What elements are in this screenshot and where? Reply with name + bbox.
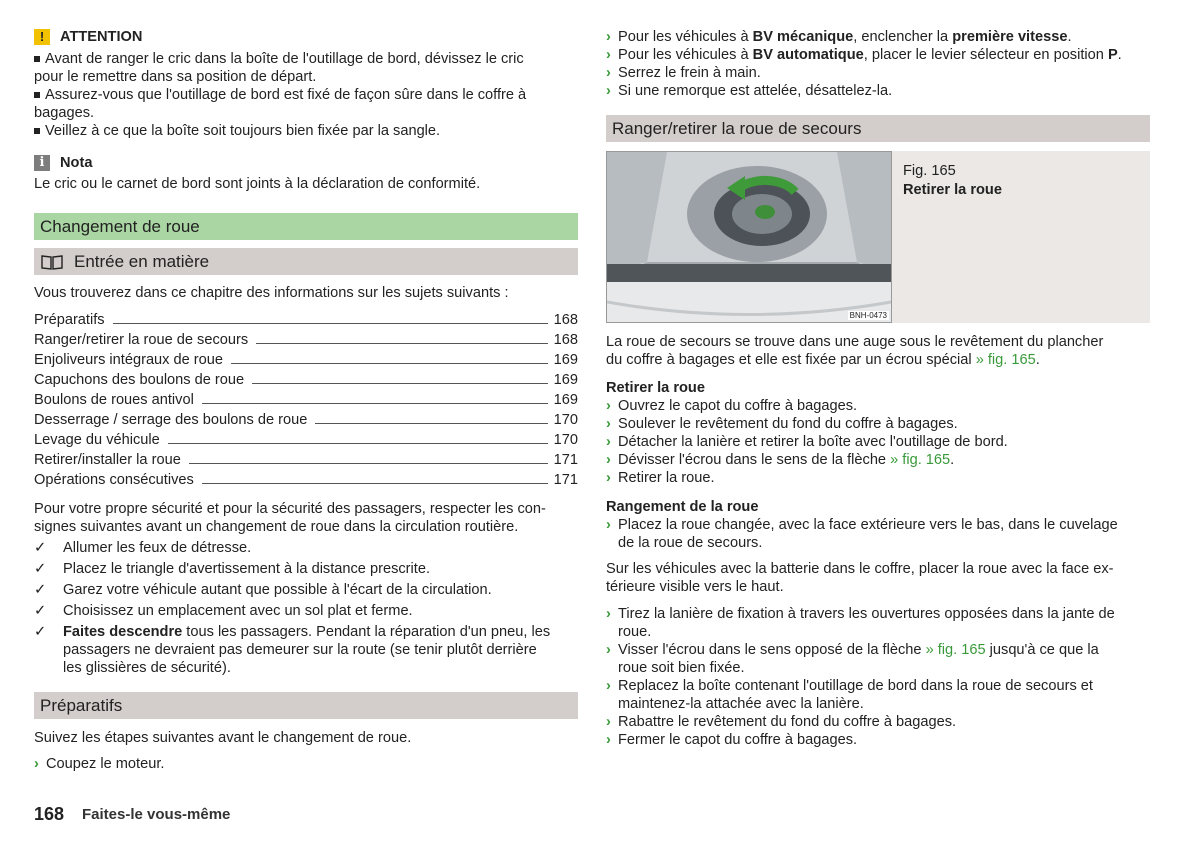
remove-step: › Soulever le revêtement du fond du coffre à bagages. bbox=[606, 416, 958, 432]
attention-item-cont: bagages. bbox=[34, 105, 95, 121]
toc-entry[interactable] bbox=[34, 308, 578, 328]
remove-step: › Détacher la lanière et retirer la boîte avec l'outillage de bord. bbox=[606, 434, 1008, 450]
checklist-item-cont: les glissières de sécurité). bbox=[63, 660, 231, 676]
figure-link[interactable]: » fig. 165 bbox=[975, 352, 1036, 368]
checklist-item: Faites descendre tous les passagers. Pendant la réparation d'un pneu, les bbox=[63, 624, 551, 640]
toc-title: Levage du véhicule bbox=[34, 432, 160, 448]
checklist-item: Allumer les feux de détresse. bbox=[63, 540, 252, 556]
toc-title: Préparatifs bbox=[34, 312, 105, 328]
battery-text-cont: térieure visible vers le haut. bbox=[606, 579, 784, 595]
final-step: › Fermer le capot du coffre à bagages. bbox=[606, 732, 858, 748]
spare-wheel-illustration bbox=[606, 151, 892, 323]
toc-page: 170 bbox=[553, 432, 578, 448]
toc-page: 171 bbox=[553, 472, 578, 488]
final-step: › Visser l'écrou dans le sens opposé de la flèche » fig. 165 jusqu'à ce que la bbox=[606, 642, 1099, 658]
checkmark-icon: ✓ bbox=[34, 561, 47, 577]
final-step-cont: roue soit bien fixée. bbox=[618, 660, 745, 676]
toc-entry[interactable] bbox=[34, 428, 578, 448]
prep-text: Suivez les étapes suivantes avant le changement de roue. bbox=[34, 730, 412, 746]
battery-text: Sur les véhicules avec la batterie dans le coffre, placer la roue avec la face ex- bbox=[606, 561, 1114, 577]
remove-step: › Retirer la roue. bbox=[606, 470, 715, 486]
figure-code: BNH-0473 bbox=[849, 311, 887, 320]
book-icon bbox=[40, 254, 64, 270]
nota-text: Le cric ou le carnet de bord sont joints à la déclaration de conformité. bbox=[34, 176, 481, 192]
toc-leader bbox=[113, 323, 548, 324]
checkmark-icon: ✓ bbox=[34, 624, 47, 640]
toc-title: Retirer/installer la roue bbox=[34, 452, 181, 468]
square-bullet-icon bbox=[34, 92, 40, 98]
toc-entry[interactable] bbox=[34, 368, 578, 388]
intro-heading: Entrée en matière bbox=[34, 248, 578, 275]
arrow-bullet-icon: › bbox=[606, 606, 611, 622]
checkmark-icon: ✓ bbox=[34, 582, 47, 598]
final-step: › Tirez la lanière de fixation à travers les ouvertures opposées dans la jante de bbox=[606, 606, 1115, 622]
toc-page: 169 bbox=[553, 392, 578, 408]
final-step-cont: roue. bbox=[618, 624, 652, 640]
arrow-bullet-icon: › bbox=[606, 65, 611, 81]
remove-heading: Retirer la roue bbox=[606, 380, 705, 396]
toc-title: Ranger/retirer la roue de secours bbox=[34, 332, 249, 348]
arrow-bullet-icon: › bbox=[606, 434, 611, 450]
intro-text: Vous trouverez dans ce chapitre des informations sur les sujets suivants : bbox=[34, 285, 509, 301]
arrow-bullet-icon: › bbox=[606, 642, 611, 658]
attention-item: Veillez à ce que la boîte soit toujours bien fixée par la sangle. bbox=[34, 122, 578, 140]
toc-title: Desserrage / serrage des boulons de roue bbox=[34, 412, 308, 428]
arrow-bullet-icon: › bbox=[34, 756, 39, 772]
desc-text: La roue de secours se trouve dans une auge sous le revêtement du plancher bbox=[606, 334, 1104, 350]
toc-page: 169 bbox=[553, 372, 578, 388]
arrow-bullet-icon: › bbox=[606, 83, 611, 99]
arrow-bullet-icon: › bbox=[606, 47, 611, 63]
step-item: › Pour les véhicules à BV mécanique, enclencher la première vitesse. bbox=[606, 29, 1072, 45]
toc-leader bbox=[315, 423, 547, 424]
checklist-item: Garez votre véhicule autant que possible à l'écart de la circulation. bbox=[63, 582, 492, 598]
toc-leader bbox=[202, 483, 548, 484]
toc-page: 169 bbox=[553, 352, 578, 368]
toc-entry[interactable] bbox=[34, 328, 578, 348]
remove-step: › Ouvrez le capot du coffre à bagages. bbox=[606, 398, 858, 414]
checkmark-icon: ✓ bbox=[34, 540, 47, 556]
toc-entry[interactable] bbox=[34, 388, 578, 408]
chapter-title: Faites-le vous-même bbox=[82, 806, 231, 823]
arrow-bullet-icon: › bbox=[606, 416, 611, 432]
safety-text-cont: signes suivantes avant un changement de roue dans la circulation routière. bbox=[34, 519, 519, 535]
prep-heading: Préparatifs bbox=[34, 692, 578, 719]
arrow-bullet-icon: › bbox=[606, 470, 611, 486]
toc-leader bbox=[252, 383, 547, 384]
safety-text: Pour votre propre sécurité et pour la sécurité des passagers, respecter les con- bbox=[34, 501, 546, 517]
checklist-item: Choisissez un emplacement avec un sol plat et ferme. bbox=[63, 603, 413, 619]
checklist-item-cont: passagers ne devraient pas demeurer sur la route (se tenir plutôt derrière bbox=[63, 642, 537, 658]
store-step: › Placez la roue changée, avec la face extérieure vers le bas, dans le cuvelage bbox=[606, 517, 1118, 533]
square-bullet-icon bbox=[34, 128, 40, 134]
toc-entry[interactable] bbox=[34, 448, 578, 468]
toc-page: 171 bbox=[553, 452, 578, 468]
step-item: › Serrez le frein à main. bbox=[606, 65, 761, 81]
spare-wheel-heading: Ranger/retirer la roue de secours bbox=[606, 115, 1150, 142]
warning-icon: ! bbox=[34, 29, 50, 45]
toc-page: 168 bbox=[553, 332, 578, 348]
page-number: 168 bbox=[34, 804, 65, 824]
attention-item: Assurez-vous que l'outillage de bord est fixé de façon sûre dans le coffre à bbox=[34, 86, 578, 104]
toc-leader bbox=[231, 363, 548, 364]
arrow-bullet-icon: › bbox=[606, 517, 611, 533]
figure-link[interactable]: » fig. 165 bbox=[925, 642, 986, 658]
store-heading: Rangement de la roue bbox=[606, 499, 759, 515]
nota-title: Nota bbox=[60, 155, 93, 171]
step-item: › Pour les véhicules à BV automatique, placer le levier sélecteur en position P. bbox=[606, 47, 1122, 63]
toc-leader bbox=[168, 443, 548, 444]
final-step: › Rabattre le revêtement du fond du coffre à bagages. bbox=[606, 714, 957, 730]
toc-entry[interactable] bbox=[34, 348, 578, 368]
arrow-bullet-icon: › bbox=[606, 732, 611, 748]
toc-page: 170 bbox=[553, 412, 578, 428]
toc-title: Capuchons des boulons de roue bbox=[34, 372, 245, 388]
info-icon: i bbox=[34, 155, 50, 171]
final-step: › Replacez la boîte contenant l'outillage de bord dans la roue de secours et bbox=[606, 678, 1093, 694]
toc-page: 168 bbox=[553, 312, 578, 328]
nota-header bbox=[34, 154, 578, 172]
figure-link[interactable]: » fig. 165 bbox=[890, 452, 951, 468]
final-step-cont: maintenez-la attachée avec la lanière. bbox=[618, 696, 864, 712]
section-heading: Changement de roue bbox=[34, 213, 578, 240]
checkmark-icon: ✓ bbox=[34, 603, 47, 619]
arrow-bullet-icon: › bbox=[606, 452, 611, 468]
store-step-cont: de la roue de secours. bbox=[618, 535, 763, 551]
arrow-bullet-icon: › bbox=[606, 29, 611, 45]
toc-title: Enjoliveurs intégraux de roue bbox=[34, 352, 224, 368]
attention-header bbox=[34, 28, 578, 46]
prep-step: › Coupez le moteur. bbox=[34, 756, 165, 772]
toc-entry[interactable] bbox=[34, 408, 578, 428]
toc-title: Opérations consécutives bbox=[34, 472, 194, 488]
toc-leader bbox=[189, 463, 548, 464]
arrow-bullet-icon: › bbox=[606, 398, 611, 414]
attention-item: Avant de ranger le cric dans la boîte de l'outillage de bord, dévissez le cric bbox=[34, 50, 578, 68]
arrow-bullet-icon: › bbox=[606, 678, 611, 694]
checklist-item: Placez le triangle d'avertissement à la distance prescrite. bbox=[63, 561, 430, 577]
arrow-bullet-icon: › bbox=[606, 714, 611, 730]
figure-number: Fig. 165 bbox=[903, 163, 956, 179]
attention-item-cont: pour le remettre dans sa position de départ. bbox=[34, 69, 317, 85]
toc-leader bbox=[202, 403, 548, 404]
desc-text-cont: du coffre à bagages et elle est fixée par un écrou spécial » fig. 165. bbox=[606, 352, 1040, 368]
toc-leader bbox=[256, 343, 547, 344]
square-bullet-icon bbox=[34, 56, 40, 62]
figure-165 bbox=[606, 151, 1150, 323]
toc-entry[interactable] bbox=[34, 468, 578, 488]
step-item: › Si une remorque est attelée, désattelez-la. bbox=[606, 83, 893, 99]
remove-step: › Dévisser l'écrou dans le sens de la flèche » fig. 165. bbox=[606, 452, 955, 468]
toc-title: Boulons de roues antivol bbox=[34, 392, 194, 408]
figure-caption: Retirer la roue bbox=[903, 182, 1002, 198]
attention-title: ATTENTION bbox=[60, 29, 143, 45]
